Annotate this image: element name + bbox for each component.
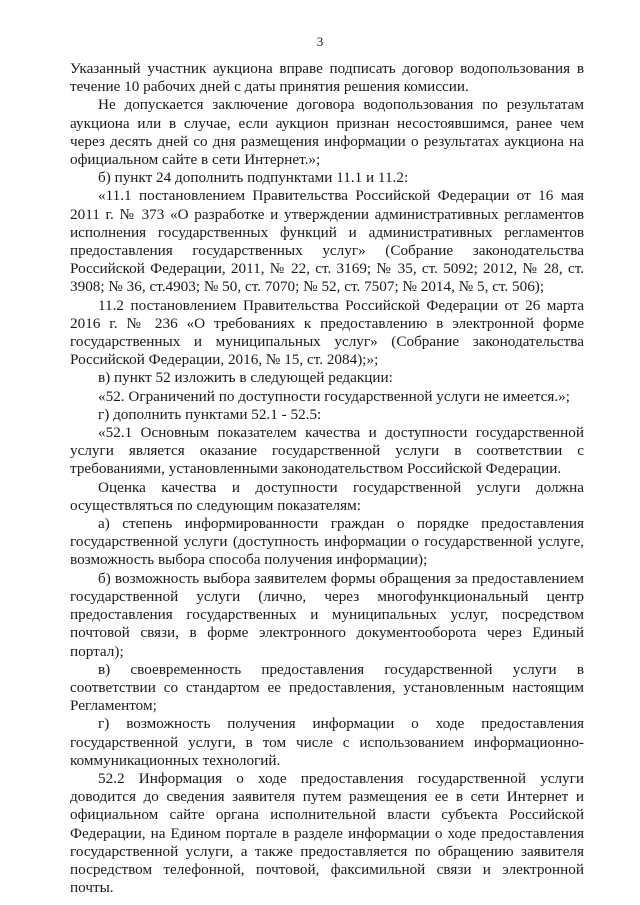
paragraph: г) возможность получения информации о ходе предоставления государственной услуги, в том числе с использованием информационно-коммуникационных технологий.	[70, 715, 584, 769]
paragraph: Не допускается заключение договора водопользования по результатам аукциона или в случае, если аукцион признан несостоявшимся, ранее чем через десять дней со дня размещения информации о результатах аукциона на официальном сайте в сети Интернет.»;	[70, 96, 584, 169]
paragraph: г) дополнить пунктами 52.1 - 52.5:	[98, 405, 322, 423]
paragraph: Указанный участник аукциона вправе подписать договор водопользования в течение 10 рабочих дней с даты принятия решения комиссии.	[70, 60, 584, 96]
paragraph: 11.2 постановлением Правительства Российской Федерации от 26 марта 2016 г. № 236 «О требованиях к предоставлению в электронной форме государственных и муниципальных услуг» (Собрание законодательства Российской Федерации, 2016, № 15, ст. 2084);»;	[70, 296, 584, 369]
paragraph: «11.1 постановлением Правительства Российской Федерации от 16 мая 2011 г. № 373 «О разработке и утверждении административных регламентов исполнения государственных функций и административных регламентов предоставления государственных услуг» (Собрание законодательства Российской Федерации, 2011, № 22, ст. 3169; № 35, ст. 5092; 2012, № 28, ст. 3908; № 36, ст.4903; № 50, ст. 7070; № 52, ст. 7507; № 2014, № 5, ст. 506);	[70, 187, 584, 296]
paragraph: Оценка качества и доступности государственной услуги должна осуществляться по следующим показателям:	[70, 478, 584, 514]
paragraph: «52.1 Основным показателем качества и доступности государственной услуги является оказание государственной услуги в соответствии с требованиями, установленными законодательством Российской Федерации.	[70, 424, 584, 478]
paragraph: 52.2 Информация о ходе предоставления государственной услуги доводится до сведения заявителя путем размещения ее в сети Интернет и официальном сайте органа исполнительной власти субъекта Российской Федерации, на Едином портале в разделе информации о ходе предоставления государственной услуги, а также предоставляется по обращению заявителя посредством телефонной, почтовой, факсимильной связи и электронной почты.	[70, 769, 584, 897]
paragraph: а) степень информированности граждан о порядке предоставления государственной услуги (доступность информации о государственной услуге, возможность выбора способа получения информации);	[70, 515, 584, 569]
document-body	[70, 60, 584, 897]
page-number: 3	[316, 34, 324, 49]
paragraph: в) пункт 52 изложить в следующей редакции:	[98, 369, 393, 387]
paragraph: «52. Ограничений по доступности государственной услуги не имеется.»;	[98, 387, 570, 405]
paragraph: в) своевременность предоставления государственной услуги в соответствии со стандартом ее предоставления, установленным настоящим Регламентом;	[70, 660, 584, 715]
paragraph: б) возможность выбора заявителем формы обращения за предоставлением государственной услуги (лично, через многофункциональный центр предоставления государственных и муниципальных услуг, посредством почтовой связи, в форме электронного документооборота через Единый портал);	[70, 569, 584, 660]
paragraph: б) пункт 24 дополнить подпунктами 11.1 и 11.2:	[98, 169, 409, 187]
